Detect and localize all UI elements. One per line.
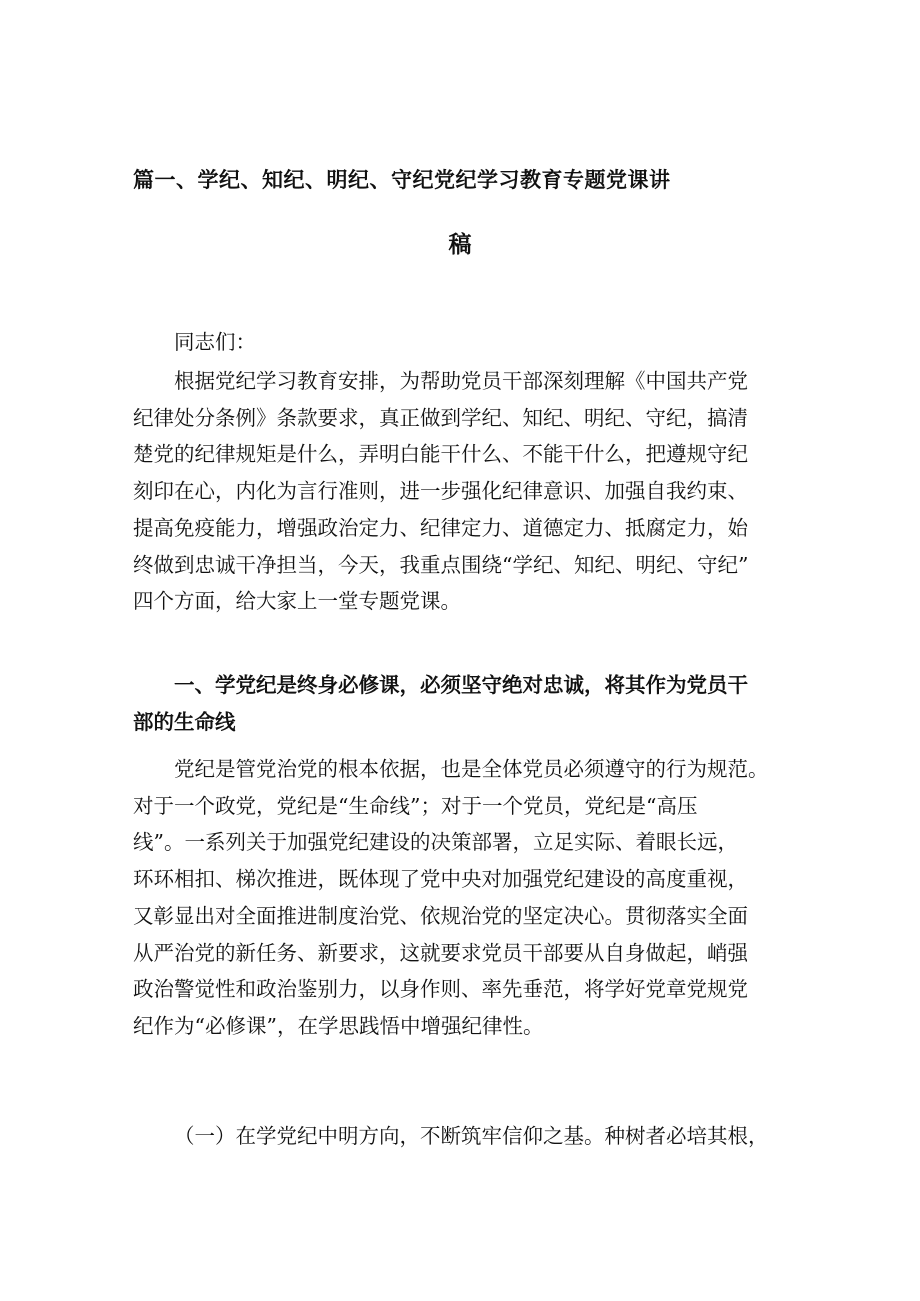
paragraph-line: 纪作为“必修课”，在学思践悟中增强纪律性。 bbox=[133, 1013, 544, 1038]
paragraph-subsection-1 bbox=[133, 1118, 813, 1155]
paragraph-line: 根据党纪学习教育安排，为帮助党员干部深刻理解《中国共产党 bbox=[174, 369, 748, 393]
paragraph-line: 纪律处分条例》条款要求，真正做到学纪、知纪、明纪、守纪，搞清 bbox=[133, 405, 748, 430]
paragraph-line: 终做到忠诚干净担当，今天，我重点围绕“学纪、知纪、明纪、守纪” bbox=[133, 552, 749, 577]
paragraph-line: 四个方面，给大家上一堂专题党课。 bbox=[133, 589, 461, 614]
heading-line: 部的生命线 bbox=[133, 709, 236, 734]
paragraph-line: 对于一个政党，党纪是“生命线”；对于一个党员，党纪是“高压 bbox=[133, 793, 698, 818]
paragraph-line: 从严治党的新任务、新要求，这就要求党员干部要从自身做起，峭强 bbox=[133, 940, 748, 965]
paragraph-line: 又彰显出对全面推进制度治党、依规治党的坚定决心。贯彻落实全面 bbox=[133, 903, 748, 928]
paragraph-line: 提高免疫能力，增强政治定力、纪律定力、道德定力、抵腐定力，始 bbox=[133, 515, 748, 540]
paragraph-line: （一）在学党纪中明方向，不断筑牢信仰之基。种树者必培其根， bbox=[174, 1124, 769, 1148]
paragraph-line: 刻印在心，内化为言行准则，进一步强化纪律意识、加强自我约束、 bbox=[133, 479, 748, 504]
paragraph-line: 线”。一系列关于加强党纪建设的决策部署，立足实际、着眼长远， bbox=[133, 830, 738, 855]
section-heading-1 bbox=[133, 667, 813, 740]
document-title-line1: 篇一、学纪、知纪、明纪、守纪党纪学习教育专题党课讲 bbox=[133, 167, 671, 192]
paragraph-line: 政治警觉性和政治鉴别力，以身作则、率先垂范，将学好党章党规党 bbox=[133, 977, 748, 1002]
paragraph-section-1 bbox=[133, 751, 813, 1045]
paragraph-intro bbox=[133, 363, 813, 620]
paragraph-line: 党纪是管党治党的根本依据，也是全体党员必须遵守的行为规范。 bbox=[174, 757, 769, 781]
greeting-text: 同志们： bbox=[174, 330, 256, 354]
heading-line: 一、学党纪是终身必修课，必须坚守绝对忠诚，将其作为党员干 bbox=[174, 673, 748, 697]
paragraph-line: 楚党的纪律规矩是什么，弄明白能干什么、不能干什么，把遵规守纪 bbox=[133, 442, 748, 467]
document-title-line2: 稿 bbox=[448, 231, 472, 258]
greeting bbox=[133, 324, 854, 361]
paragraph-line: 环环相扣、梯次推进，既体现了党中央对加强党纪建设的高度重视， bbox=[133, 867, 748, 892]
